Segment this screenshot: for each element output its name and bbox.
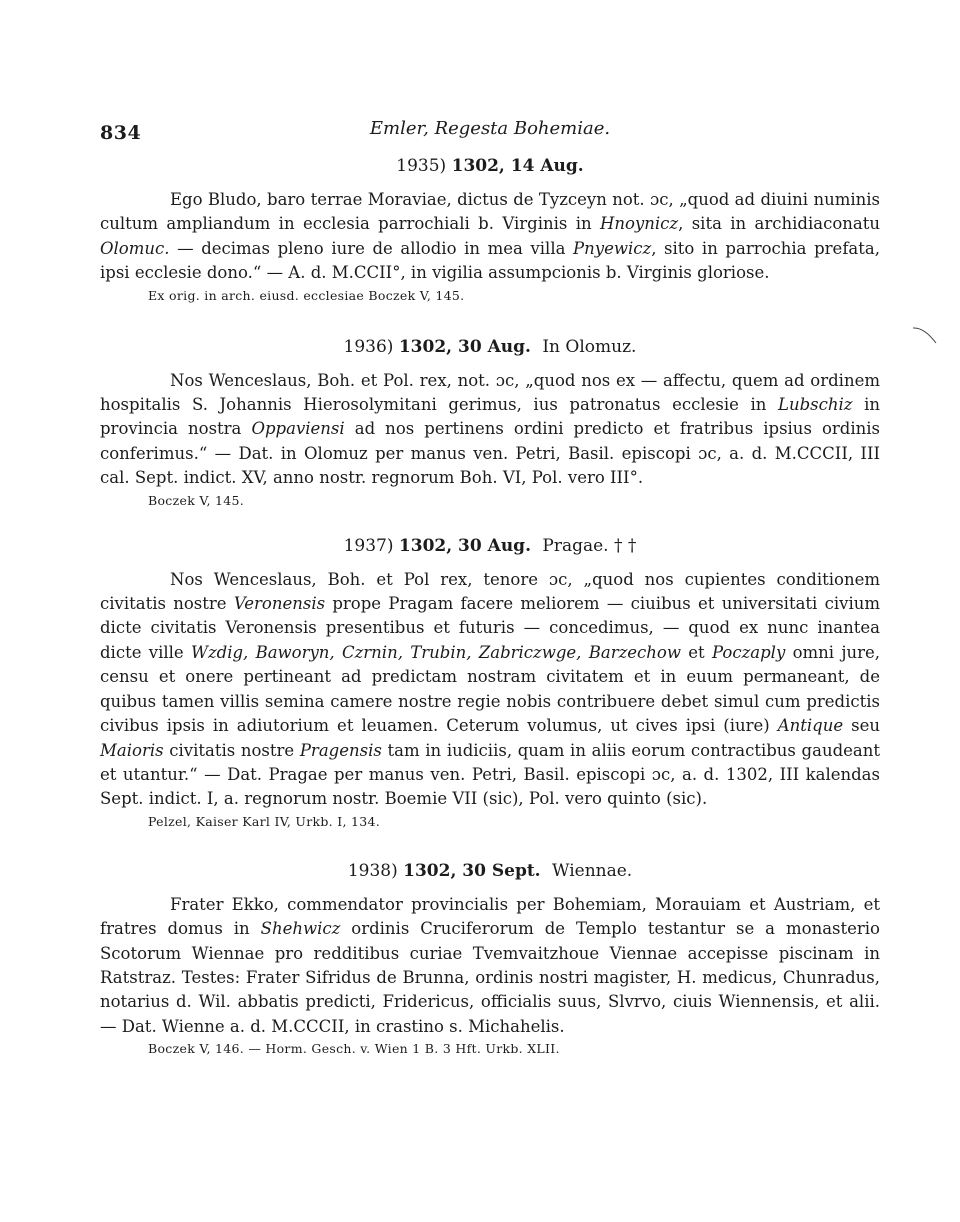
place-name: Shehwicz — [260, 919, 341, 939]
place-name: Oppaviensi — [251, 419, 345, 439]
source-citation: Boczek V, 145. — [148, 492, 245, 508]
place-name: Pnyewicz — [573, 238, 652, 258]
entry-place: Pragae. † † — [542, 535, 637, 556]
margin-stroke-mark — [912, 325, 938, 345]
entry-text: Ego Bludo, baro terrae Moraviae, dictus de Tyzceyn not. ɔc, „quod ad diuini numinis cultum ampliandum in ecclesia parrochiali b. Virginis in Hnoynicz, sita in archidiaconatu Olomuc. — decimas pleno iure de allodio in mea villa Pnyewicz, sito in parrochia prefata, ipsi ecclesie dono.“ — A. d. M.CCII°, in vigilia assumpcionis b. Virginis gloriose. — [100, 190, 880, 283]
entry-date: 1302, 14 Aug. — [451, 156, 584, 176]
place-name: Maioris — [100, 740, 164, 760]
entry-number: 1935) — [396, 156, 447, 176]
page-number: 834 — [100, 122, 142, 144]
place-name: Lubschiz — [778, 395, 853, 415]
entry-place: Wiennae. — [552, 860, 633, 881]
entry-number: 1938) — [347, 860, 398, 881]
regest-entry-1938 — [100, 861, 880, 1056]
regest-entry-1936 — [100, 337, 880, 508]
place-name: Antique — [777, 716, 844, 736]
entry-text: Nos Wenceslaus, Boh. et Pol. rex, not. ɔc, „quod nos ex — affectu, quem ad ordinem hospitalis S. Johannis Hierosolymitani gerimus, ius patronatus ecclesie in Lubschiz in provincia nostra Oppaviensi ad nos pertinens ordini predicto et fratribus ipsius ordinis conferimus.“ — Dat. in Olomuz per manus ven. Petri, Basil. episcopi ɔc, a. d. M.CCCII, III cal. Sept. indict. XV, anno nostr. regnorum Boh. VI, Pol. vero III°. — [100, 370, 880, 488]
regest-entry-1935 — [100, 156, 880, 303]
entry-heading — [100, 337, 880, 357]
running-title: Emler, Regesta Bohemiae. — [369, 118, 611, 139]
place-name: Pragensis — [299, 740, 382, 760]
source-citation: Pelzel, Kaiser Karl IV, Urkb. I, 134. — [148, 813, 381, 829]
place-name: Veronensis — [233, 594, 326, 614]
entry-heading — [100, 861, 880, 881]
place-name: Olomuc. — [100, 238, 170, 258]
entry-place: In Olomuz. — [542, 336, 637, 357]
regest-entry-1937 — [100, 536, 880, 829]
page-header — [100, 108, 880, 142]
entry-date: 1302, 30 Aug. — [398, 535, 531, 556]
entry-text: Frater Ekko, commendator provincialis per Bohemiam, Morauiam et Austriam, et fratres domus in Shehwicz ordinis Cruciferorum de Templo testantur se a monasterio Scotorum Wiennae pro redditibus curiae Tvemvaitzhoue Viennae accepisse piscinam in Ratstraz. Testes: Frater Sifridus de Brunna, ordinis nostri magister, H. medicus, Chunradus, notarius d. Wil. abbatis predicti, Fridericus, officialis suus, Slvrvo, ciuis Wiennensis, et alii. — Dat. Wienne a. d. M.CCCII, in crastino s. Michahelis. — [100, 894, 880, 1036]
document-page — [100, 108, 880, 1056]
source-citation: Ex orig. in arch. eiusd. ecclesiae Boczek V, 145. — [148, 287, 465, 303]
entry-date: 1302, 30 Sept. — [403, 860, 541, 881]
entry-text: Nos Wenceslaus, Boh. et Pol rex, tenore ɔc, „quod nos cupientes conditionem civitatis nostre Veronensis prope Pragam facere meliorem — ciuibus et universitati civium dicte civitatis Veronensis presentibus et futuris — concedimus, — quod ex nunc inantea dicte ville Wzdig, Baworyn, Czrnin, Trubin, Zabriczwge, Barzechow et Poczaply omni jure, censu et onere pertineant ad predictam nostram civitatem et in euum permaneant, de quibus tamen villis semina camere nostre regie nobis contribuere debet simul cum predictis civibus ipsis in adiutorium et leuamen. Ceterum volumus, ut cives ipsi (iure) Antique seu Maioris civitatis nostre Pragensis tam in iudiciis, quam in aliis eorum contractibus gaudeant et utantur.“ — Dat. Pragae per manus ven. Petri, Basil. episcopi ɔc, a. d. 1302, III kalendas Sept. indict. I, a. regnorum nostr. Boemie VII (sic), Pol. vero quinto (sic). — [100, 569, 880, 809]
source-citation: Boczek V, 146. — Horm. Gesch. v. Wien 1 B. 3 Hft. Urkb. XLII. — [148, 1041, 560, 1057]
entry-number: 1936) — [343, 336, 394, 357]
entry-heading — [100, 156, 880, 176]
place-name: Wzdig, Baworyn, Czrnin, Trubin, Zabriczwge, Barzechow — [190, 642, 681, 662]
entry-date: 1302, 30 Aug. — [398, 336, 531, 357]
place-name: Hnoynicz — [599, 214, 679, 234]
entry-number: 1937) — [343, 535, 394, 556]
place-name: Poczaply — [711, 642, 786, 662]
entry-heading — [100, 536, 880, 556]
